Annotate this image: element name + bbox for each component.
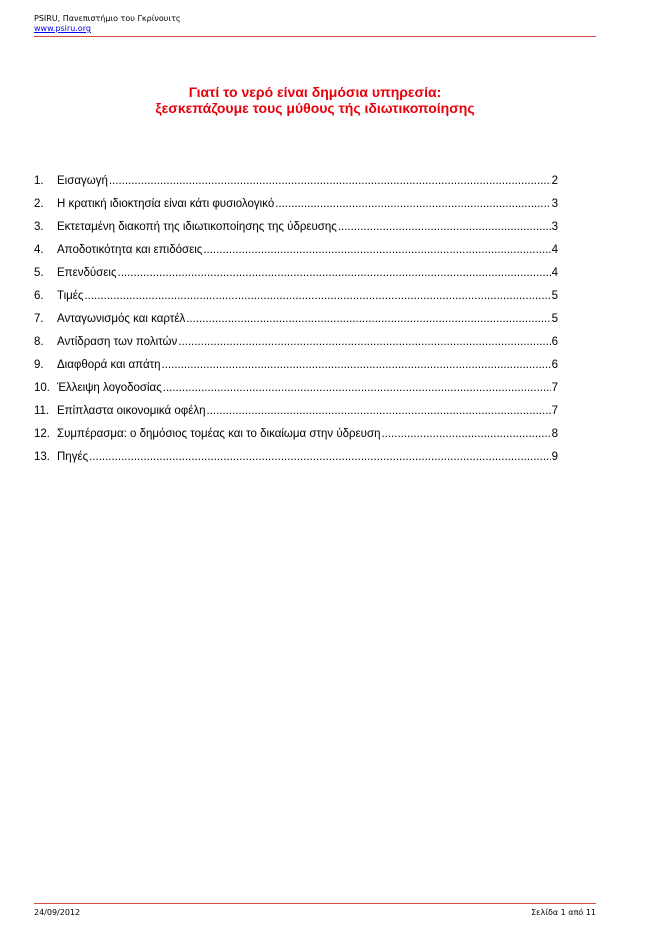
toc-dot-leader <box>275 198 550 210</box>
toc-entry[interactable] <box>34 336 558 359</box>
organization-name: PSIRU, Πανεπιστήμιο του Γκρίνουιτς <box>34 14 181 23</box>
toc-entry-page: 5 <box>551 313 558 325</box>
toc-dot-leader <box>381 428 550 440</box>
toc-entry-number: 2. <box>34 198 44 210</box>
toc-entry[interactable] <box>34 382 558 405</box>
toc-entry-number: 4. <box>34 244 44 256</box>
toc-entry-number: 9. <box>34 359 44 371</box>
toc-entry-page: 6 <box>551 359 558 371</box>
toc-entry[interactable] <box>34 428 558 451</box>
toc-entry-page: 4 <box>551 244 558 256</box>
toc-entry[interactable] <box>34 198 558 221</box>
toc-entry-title: Επίπλαστα οικονομικά οφέλη <box>57 405 206 417</box>
header-divider <box>34 36 596 37</box>
toc-dot-leader <box>118 267 551 279</box>
toc-entry-number: 1. <box>34 175 44 187</box>
toc-entry-number: 13. <box>34 451 50 463</box>
toc-entry-title: Ανταγωνισμός και καρτέλ <box>57 313 186 325</box>
title-line-2: ξεσκεπάζουμε τους μύθους τής ιδιωτικοποίησης <box>155 100 475 116</box>
page-header <box>34 14 596 34</box>
toc-entry-title: Τιμές <box>57 290 84 302</box>
toc-dot-leader <box>162 359 551 371</box>
footer-divider <box>34 903 596 904</box>
toc-entry-page: 9 <box>551 451 558 463</box>
toc-entry-number: 6. <box>34 290 44 302</box>
toc-entry-number: 8. <box>34 336 44 348</box>
toc-dot-leader <box>207 405 551 417</box>
toc-entry-number: 7. <box>34 313 44 325</box>
toc-entry-title: Αντίδραση των πολιτών <box>57 336 178 348</box>
toc-entry[interactable] <box>34 313 558 336</box>
title-line-1: Γιατί το νερό είναι δημόσια υπηρεσία: <box>188 84 442 100</box>
toc-entry-number: 10. <box>34 382 50 394</box>
toc-entry-title: Πηγές <box>57 451 89 463</box>
toc-entry-page: 5 <box>551 290 558 302</box>
toc-entry-number: 3. <box>34 221 44 233</box>
toc-entry-page: 7 <box>551 405 558 417</box>
toc-entry-title: Εισαγωγή <box>57 175 108 187</box>
toc-dot-leader <box>84 290 550 302</box>
toc-entry-number: 11. <box>34 405 50 417</box>
footer-date: 24/09/2012 <box>34 908 81 917</box>
page-footer <box>34 908 596 918</box>
toc-entry-title: Συμπέρασμα: ο δημόσιος τομέας και το δικαίωμα στην ύδρευση <box>57 428 381 440</box>
toc-dot-leader <box>89 451 550 463</box>
toc-entry-title: Αποδοτικότητα και επιδόσεις <box>57 244 203 256</box>
toc-entry-page: 7 <box>551 382 558 394</box>
toc-entry[interactable] <box>34 405 558 428</box>
toc-dot-leader <box>109 175 551 187</box>
toc-entry-title: Η κρατική ιδιοκτησία είναι κάτι φυσιολογικό <box>57 198 275 210</box>
toc-entry-page: 6 <box>551 336 558 348</box>
toc-entry[interactable] <box>34 290 558 313</box>
toc-entry[interactable] <box>34 175 558 198</box>
toc-entry-page: 3 <box>551 221 558 233</box>
toc-entry-title: Έλλειψη λογοδοσίας <box>57 382 162 394</box>
toc-entry[interactable] <box>34 244 558 267</box>
toc-dot-leader <box>203 244 550 256</box>
toc-dot-leader <box>163 382 551 394</box>
toc-dot-leader <box>186 313 550 325</box>
toc-entry-title: Διαφθορά και απάτη <box>57 359 161 371</box>
toc-entry-number: 5. <box>34 267 44 279</box>
toc-entry-page: 3 <box>551 198 558 210</box>
toc-entry-title: Επενδύσεις <box>57 267 117 279</box>
toc-entry-page: 2 <box>551 175 558 187</box>
footer-page-number: Σελίδα 1 από 11 <box>531 908 596 917</box>
table-of-contents <box>34 175 558 474</box>
toc-entry-page: 4 <box>551 267 558 279</box>
toc-entry-number: 12. <box>34 428 50 440</box>
toc-dot-leader <box>338 221 551 233</box>
toc-entry[interactable] <box>34 221 558 244</box>
toc-entry-title: Εκτεταμένη διακοπή της ιδιωτικοποίησης της ύδρευσης <box>57 221 337 233</box>
toc-entry[interactable] <box>34 267 558 290</box>
toc-dot-leader <box>178 336 550 348</box>
toc-entry[interactable] <box>34 451 558 474</box>
website-link[interactable]: www.psiru.org <box>34 24 91 33</box>
toc-entry[interactable] <box>34 359 558 382</box>
document-title <box>34 84 596 116</box>
toc-entry-page: 8 <box>551 428 558 440</box>
